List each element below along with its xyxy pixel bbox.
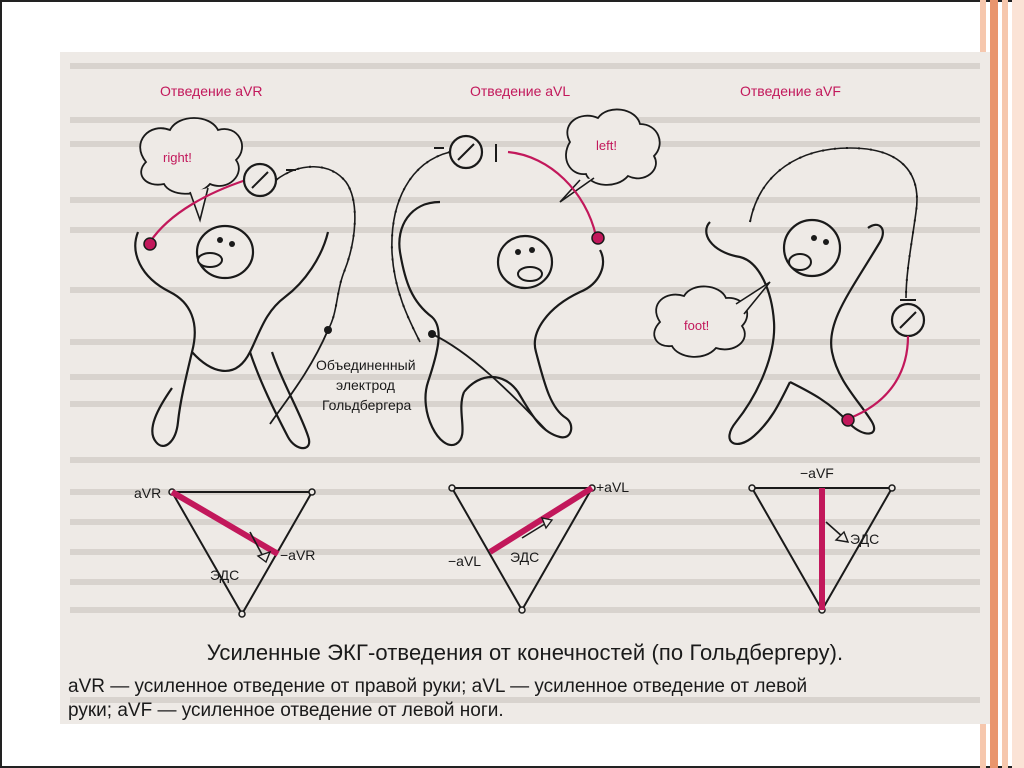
- avr-negative-wire-line: [276, 167, 355, 330]
- electrode-label-line-3: Гольдбергера: [322, 397, 412, 413]
- avl-nose: [518, 267, 542, 281]
- lead-avf-title: Отведение aVF: [740, 83, 841, 99]
- lead-avr-figure: [134, 83, 355, 617]
- electrode-dot-icon: [842, 414, 854, 426]
- stripe: [1012, 0, 1024, 768]
- avr-eye: [229, 241, 235, 247]
- avr-positive-label: aVR: [134, 485, 162, 501]
- avr-head: [197, 226, 253, 278]
- lead-avl-title: Отведение aVL: [470, 83, 571, 99]
- avl-positive-label: +aVL: [596, 479, 630, 495]
- avf-speech-text: foot!: [684, 318, 710, 333]
- stripe: [990, 0, 998, 768]
- avf-nose: [789, 254, 811, 270]
- electrode-label-line-2: электрод: [336, 377, 395, 393]
- figure-caption-line-2: руки; aVF — усиленное отведение от левой ноги.: [68, 700, 504, 721]
- ecg-leads-diagram: [60, 52, 990, 724]
- electrode-dot-icon: [144, 238, 156, 250]
- avr-negative-wire: [276, 167, 355, 330]
- electrode-label-line-1: Объединенный: [316, 357, 416, 373]
- avl-negative-label: −aVL: [448, 553, 482, 569]
- figure-caption-line-1: aVR — усиленное отведение от правой руки; aVL — усиленное отведение от левой: [68, 676, 808, 697]
- avl-speech-text: left!: [596, 138, 617, 153]
- avf-emf-label: ЭДС: [850, 531, 880, 547]
- figure-panel: [60, 52, 990, 724]
- avr-nose: [198, 253, 222, 267]
- avf-negative-wire: [750, 148, 917, 298]
- avl-emf-label: ЭДС: [510, 549, 540, 565]
- figure-caption-title: Усиленные ЭКГ-отведения от конечностей (по Гольдбергеру).: [206, 640, 844, 665]
- combined-electrode-label: [316, 357, 416, 413]
- avr-emf-label: ЭДС: [210, 567, 240, 583]
- lead-avr-title: Отведение aVR: [160, 83, 263, 99]
- electrode-dot-icon: [592, 232, 604, 244]
- avl-electrode-lead: [432, 334, 546, 430]
- stripe: [1002, 0, 1008, 768]
- lead-avf-figure: [654, 83, 924, 613]
- emf-arrow-icon: [542, 518, 552, 528]
- avr-negative-label: −aVR: [280, 547, 316, 563]
- avr-leg-outline: [250, 352, 309, 448]
- lead-avl-figure: [392, 83, 660, 613]
- avl-negative-wire: [392, 152, 450, 342]
- avr-speech-text: right!: [163, 150, 192, 165]
- avr-eye: [217, 237, 223, 243]
- avf-negative-label: −aVF: [800, 465, 834, 481]
